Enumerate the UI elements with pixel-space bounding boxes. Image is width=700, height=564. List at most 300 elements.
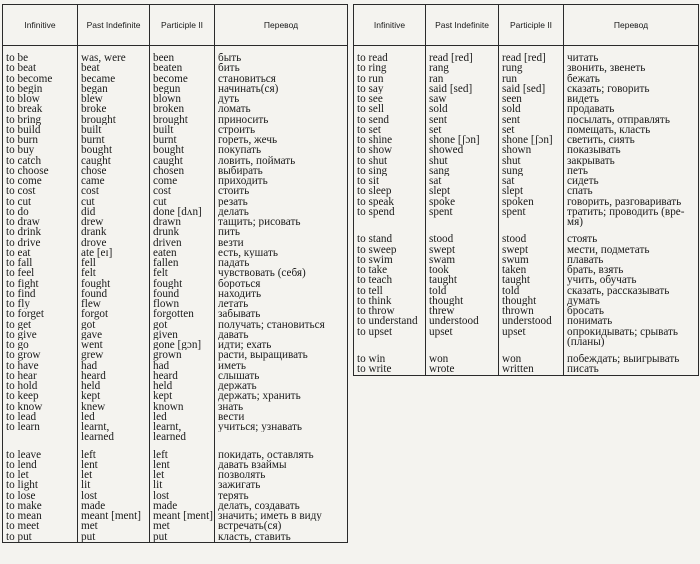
participle-ii-cell: stood (499, 234, 564, 244)
participle-ii-cell: blown (150, 94, 215, 104)
translation-cell: начинать(ся) (215, 84, 348, 94)
spacer-row (354, 227, 699, 234)
participle-ii-cell: shone [ʃɔn] (499, 135, 564, 145)
participle-ii-cell: done [dʌn] (150, 207, 215, 217)
past-indefinite-cell: got (78, 320, 150, 330)
table-row (3, 94, 348, 104)
table-row (354, 197, 699, 207)
infinitive-cell: to run (357, 73, 384, 84)
translation-cell: падать (215, 258, 348, 268)
translation-cell: идти; ехать (215, 340, 348, 350)
spacer-cell (354, 46, 426, 54)
table-row (3, 104, 348, 114)
table-row (3, 480, 348, 490)
participle-ii-cell: heard (150, 371, 215, 381)
table-row (354, 207, 699, 228)
translation-cell: знать (215, 402, 348, 412)
infinitive-cell: to do (6, 206, 29, 217)
past-indefinite-cell: bought (78, 145, 150, 155)
infinitive-cell: to set (357, 124, 381, 135)
infinitive-cell: to catch (6, 155, 42, 166)
table-row (3, 299, 348, 309)
participle-ii-cell: led (150, 412, 215, 422)
translation-cell: побеждать; выигрывать (564, 354, 699, 364)
participle-ii-cell: fallen (150, 258, 215, 268)
translation-cell: учить, обучать (564, 275, 699, 285)
infinitive-cell: to forget (6, 309, 45, 320)
header-translation: Перевод (564, 5, 699, 46)
table-row (3, 412, 348, 422)
infinitive-cell (3, 432, 78, 442)
infinitive-cell: to mean (6, 511, 42, 522)
past-indefinite-cell: threw (426, 306, 499, 316)
past-indefinite-cell: showed (426, 145, 499, 155)
infinitive-cell: to spend (357, 206, 395, 218)
past-indefinite-cell: swam (426, 255, 499, 265)
translation-cell: выбирать (215, 166, 348, 176)
past-indefinite-cell: learnt, (78, 422, 150, 432)
table-row (3, 135, 348, 145)
past-indefinite-cell: kept (78, 391, 150, 401)
header-row (354, 5, 699, 46)
participle-ii-cell: caught (150, 156, 215, 166)
spacer-cell (215, 443, 348, 450)
table-row (3, 402, 348, 412)
participle-ii-cell: read [red] (499, 53, 564, 63)
table-row (3, 74, 348, 84)
participle-ii-cell: come (150, 176, 215, 186)
past-indefinite-cell: burnt (78, 135, 150, 145)
participle-ii-cell: spoken (499, 197, 564, 207)
table-row (3, 63, 348, 73)
translation-cell: тащить; рисовать (215, 217, 348, 227)
translation-cell: ломать (215, 104, 348, 114)
participle-ii-cell: taken (499, 265, 564, 275)
header-infinitive: Infinitive (354, 5, 426, 46)
translation-cell: продавать (564, 104, 699, 114)
translation-cell: понимать (564, 316, 699, 326)
table-row (354, 176, 699, 186)
past-indefinite-cell: began (78, 84, 150, 94)
translation-cell: плавать (564, 255, 699, 265)
past-indefinite-cell: knew (78, 402, 150, 412)
translation-cell: пить (215, 227, 348, 237)
table-row (3, 309, 348, 319)
participle-ii-cell: found (150, 289, 215, 299)
translation-cell: думать (564, 296, 699, 306)
translation-cell: значить; иметь в виду (215, 511, 348, 521)
past-indefinite-cell: cut (78, 197, 150, 207)
spacer-row (3, 46, 348, 54)
translation-cell: слышать (215, 371, 348, 381)
infinitive-cell: to put (6, 531, 32, 543)
spacer-cell (78, 46, 150, 54)
past-indefinite-cell: thought (426, 296, 499, 306)
past-indefinite-cell: beat (78, 63, 150, 73)
infinitive-cell: to hold (6, 381, 38, 392)
infinitive-cell: to show (357, 145, 393, 156)
header-participle-ii: Participle II (499, 5, 564, 46)
infinitive-cell: to break (6, 104, 43, 115)
table-row (3, 125, 348, 135)
translation-cell: ловить, поймать (215, 156, 348, 166)
past-indefinite-cell: fell (78, 258, 150, 268)
participle-ii-cell: drunk (150, 227, 215, 237)
participle-ii-cell: sung (499, 166, 564, 176)
participle-ii-cell: slept (499, 186, 564, 196)
infinitive-cell: to be (6, 53, 29, 64)
table-row (354, 286, 699, 296)
participle-ii-cell: shown (499, 145, 564, 155)
past-indefinite-cell: met (78, 521, 150, 531)
spacer-cell (426, 46, 499, 54)
table-row (3, 340, 348, 350)
header-participle-ii: Participle II (150, 5, 215, 46)
table-row (354, 94, 699, 104)
translation-cell: позволять (215, 470, 348, 480)
infinitive-cell: to say (357, 83, 384, 94)
past-indefinite-cell: lost (78, 491, 150, 501)
infinitive-cell: to grow (6, 350, 41, 361)
participle-ii-cell: forgotten (150, 309, 215, 319)
infinitive-cell: to let (6, 470, 29, 481)
participle-ii-cell: flown (150, 299, 215, 309)
infinitive-cell: to see (357, 94, 383, 105)
past-indefinite-cell: broke (78, 104, 150, 114)
past-indefinite-cell: won (426, 354, 499, 364)
translation-cell: есть, кушать (215, 248, 348, 258)
table-row (3, 460, 348, 470)
infinitive-cell: to build (6, 124, 41, 135)
past-indefinite-cell: made (78, 501, 150, 511)
translation-cell: посылать, отправлять (564, 115, 699, 125)
translation-cell: приходить (215, 176, 348, 186)
table-row (354, 104, 699, 114)
spacer-cell (564, 46, 699, 54)
translation-cell: держать; хранить (215, 391, 348, 401)
participle-ii-cell: built (150, 125, 215, 135)
participle-ii-cell: got (150, 320, 215, 330)
participle-ii-cell: sat (499, 176, 564, 186)
past-indefinite-cell: caught (78, 156, 150, 166)
translation-cell: давать взаймы (215, 460, 348, 470)
translation-cell: показывать (564, 145, 699, 155)
participle-ii-cell: learned (150, 432, 215, 442)
translation-cell: становиться (215, 74, 348, 84)
translation-cell: быть (215, 53, 348, 63)
table-row (354, 166, 699, 176)
participle-ii-cell: bought (150, 145, 215, 155)
participle-ii-cell: given (150, 330, 215, 340)
table-row (3, 227, 348, 237)
translation-cell: сидеть (564, 176, 699, 186)
past-indefinite-cell: felt (78, 268, 150, 278)
infinitive-cell: to sell (357, 104, 385, 115)
table-row (3, 207, 348, 217)
table-row (354, 53, 699, 63)
spacer-row (354, 46, 699, 54)
infinitive-cell: to understand (357, 316, 418, 327)
infinitive-cell: to fall (6, 258, 33, 269)
infinitive-cell: to fight (6, 278, 39, 289)
participle-ii-cell: put (150, 532, 215, 543)
past-indefinite-cell: grew (78, 350, 150, 360)
participle-ii-cell: become (150, 74, 215, 84)
past-indefinite-cell: forgot (78, 309, 150, 319)
translation-cell: мести, подметать (564, 245, 699, 255)
translation-cell: класть, ставить (215, 532, 348, 543)
header-row (3, 5, 348, 46)
infinitive-cell: to drive (6, 237, 41, 248)
infinitive-cell: to drink (6, 227, 42, 238)
table-row (3, 470, 348, 480)
past-indefinite-cell: sent (426, 115, 499, 125)
past-indefinite-cell: spoke (426, 197, 499, 207)
translation-cell: встречать(ся) (215, 521, 348, 531)
table-row (3, 289, 348, 299)
translation-cell: летать (215, 299, 348, 309)
translation-cell: строить (215, 125, 348, 135)
spacer-cell (499, 227, 564, 234)
table-row (3, 381, 348, 391)
table-row (3, 432, 348, 442)
table-row (3, 166, 348, 176)
infinitive-cell: to light (6, 480, 39, 491)
spacer-row (354, 347, 699, 354)
participle-ii-cell: drawn (150, 217, 215, 227)
participle-ii-cell: run (499, 74, 564, 84)
header-infinitive: Infinitive (3, 5, 78, 46)
spacer-cell (426, 227, 499, 234)
spacer-cell (150, 46, 215, 54)
participle-ii-cell: made (150, 501, 215, 511)
infinitive-cell: to know (6, 401, 43, 412)
table-row (354, 125, 699, 135)
translation-cell: сказать, рассказывать (564, 286, 699, 296)
table-row (354, 327, 699, 348)
translation-cell: бежать (564, 74, 699, 84)
participle-ii-cell: upset (499, 327, 564, 348)
past-indefinite-cell: lit (78, 480, 150, 490)
participle-ii-cell: cut (150, 197, 215, 207)
infinitive-cell: to leave (6, 449, 42, 460)
translation-cell: говорить, разговаривать (564, 197, 699, 207)
participle-ii-cell: understood (499, 316, 564, 326)
translation-cell (215, 432, 348, 442)
translation-cell: опрокидывать; срывать (планы) (564, 327, 699, 348)
participle-ii-cell: known (150, 402, 215, 412)
infinitive-cell: to find (6, 288, 36, 299)
infinitive-cell: to burn (6, 135, 39, 146)
infinitive-cell: to become (6, 73, 53, 84)
table-row (3, 176, 348, 186)
spacer-cell (3, 443, 78, 450)
table-row (3, 197, 348, 207)
spacer-cell (215, 46, 348, 54)
table-row (354, 63, 699, 73)
past-indefinite-cell: went (78, 340, 150, 350)
spacer-cell (564, 347, 699, 354)
infinitive-cell: to fly (6, 299, 30, 310)
spacer-cell (150, 443, 215, 450)
infinitive-cell: to shut (357, 155, 388, 166)
translation-cell: помещать, класть (564, 125, 699, 135)
infinitive-cell: to lend (6, 459, 37, 470)
participle-ii-cell: fought (150, 279, 215, 289)
table-row (3, 491, 348, 501)
infinitive-cell: to cut (6, 196, 32, 207)
table-row (354, 145, 699, 155)
translation-cell: видеть (564, 94, 699, 104)
past-indefinite-cell: brought (78, 115, 150, 125)
spacer-cell (499, 347, 564, 354)
spacer-row (3, 443, 348, 450)
infinitive-cell: to bring (6, 114, 42, 125)
table-row (354, 265, 699, 275)
translation-cell: спать (564, 186, 699, 196)
translation-cell: зажигать (215, 480, 348, 490)
participle-ii-cell: lost (150, 491, 215, 501)
table-row (3, 391, 348, 401)
table-row (3, 115, 348, 125)
translation-cell: покидать, оставлять (215, 450, 348, 460)
participle-ii-cell: had (150, 361, 215, 371)
table-row (354, 306, 699, 316)
participle-ii-cell: begun (150, 84, 215, 94)
translation-cell: делать (215, 207, 348, 217)
infinitive-cell: to eat (6, 247, 31, 258)
translation-cell: вести (215, 412, 348, 422)
translation-cell: закрывать (564, 156, 699, 166)
participle-ii-cell: told (499, 286, 564, 296)
infinitive-cell: to speak (357, 196, 394, 207)
participle-ii-cell: won (499, 354, 564, 364)
infinitive-cell: to beat (6, 63, 37, 74)
table-row (3, 501, 348, 511)
translation-cell: покупать (215, 145, 348, 155)
table-row (354, 156, 699, 166)
spacer-cell (354, 227, 426, 234)
infinitive-cell: to sweep (357, 244, 397, 255)
infinitive-cell: to hear (6, 370, 37, 381)
infinitive-cell: to sit (357, 176, 380, 187)
infinitive-cell: to lead (6, 411, 37, 422)
participle-ii-cell: thrown (499, 306, 564, 316)
infinitive-cell: to have (6, 360, 39, 371)
infinitive-cell: to cost (6, 186, 36, 197)
infinitive-cell: to meet (6, 521, 40, 532)
past-indefinite-cell: was, were (78, 53, 150, 63)
past-indefinite-cell: upset (426, 327, 499, 348)
infinitive-cell: to take (357, 265, 388, 276)
spacer-cell (426, 347, 499, 354)
past-indefinite-cell: understood (426, 316, 499, 326)
past-indefinite-cell: wrote (426, 364, 499, 375)
translation-cell: стоить (215, 186, 348, 196)
past-indefinite-cell: came (78, 176, 150, 186)
translation-cell: расти, выращивать (215, 350, 348, 360)
past-indefinite-cell: fought (78, 279, 150, 289)
participle-ii-cell: meant [ment] (150, 511, 215, 521)
table-row (3, 217, 348, 227)
translation-cell: гореть, жечь (215, 135, 348, 145)
participle-ii-cell: seen (499, 94, 564, 104)
table-row (3, 268, 348, 278)
past-indefinite-cell: held (78, 381, 150, 391)
participle-ii-cell: lit (150, 480, 215, 490)
spacer-cell (3, 46, 78, 54)
participle-ii-cell: swept (499, 245, 564, 255)
table-row (3, 186, 348, 196)
past-indefinite-cell: ate [eɪ] (78, 248, 150, 258)
infinitive-cell: to get (6, 319, 32, 330)
table-row (3, 521, 348, 531)
past-indefinite-cell: took (426, 265, 499, 275)
past-indefinite-cell: left (78, 450, 150, 460)
translation-cell: иметь (215, 361, 348, 371)
participle-ii-cell: burnt (150, 135, 215, 145)
participle-ii-cell: cost (150, 186, 215, 196)
spacer-cell (499, 46, 564, 54)
participle-ii-cell: brought (150, 115, 215, 125)
past-indefinite-cell: read [red] (426, 53, 499, 63)
participle-ii-cell: said [sed] (499, 84, 564, 94)
translation-cell: тратить; проводить (вре-мя) (564, 207, 699, 228)
table-row (354, 354, 699, 364)
table-row (3, 279, 348, 289)
past-indefinite-cell: sat (426, 176, 499, 186)
past-indefinite-cell: built (78, 125, 150, 135)
table-body (354, 46, 699, 376)
past-indefinite-cell: let (78, 470, 150, 480)
past-indefinite-cell: lent (78, 460, 150, 470)
table-row (3, 238, 348, 248)
spacer-cell (354, 347, 426, 354)
past-indefinite-cell: drove (78, 238, 150, 248)
translation-cell: бросать (564, 306, 699, 316)
table-row (3, 258, 348, 268)
participle-ii-cell: learnt, (150, 422, 215, 432)
translation-cell: получать; становиться (215, 320, 348, 330)
translation-cell: читать (564, 53, 699, 63)
past-indefinite-cell: said [sed] (426, 84, 499, 94)
past-indefinite-cell: sang (426, 166, 499, 176)
table-row (354, 245, 699, 255)
translation-cell: делать, создавать (215, 501, 348, 511)
participle-ii-cell: been (150, 53, 215, 63)
infinitive-cell: to send (357, 114, 390, 125)
table-row (3, 532, 348, 543)
translation-cell: находить (215, 289, 348, 299)
participle-ii-cell: driven (150, 238, 215, 248)
participle-ii-cell: let (150, 470, 215, 480)
past-indefinite-cell: cost (78, 186, 150, 196)
header-past-indefinite: Past Indefinite (78, 5, 150, 46)
infinitive-cell: to come (6, 176, 42, 187)
table-row (3, 371, 348, 381)
table-row (354, 364, 699, 375)
participle-ii-cell: thought (499, 296, 564, 306)
table-row (354, 255, 699, 265)
table-row (354, 74, 699, 84)
translation-cell: держать (215, 381, 348, 391)
translation-cell: забывать (215, 309, 348, 319)
past-indefinite-cell: found (78, 289, 150, 299)
infinitive-cell: to ring (357, 63, 387, 74)
past-indefinite-cell: saw (426, 94, 499, 104)
table-body (3, 46, 348, 543)
past-indefinite-cell: set (426, 125, 499, 135)
